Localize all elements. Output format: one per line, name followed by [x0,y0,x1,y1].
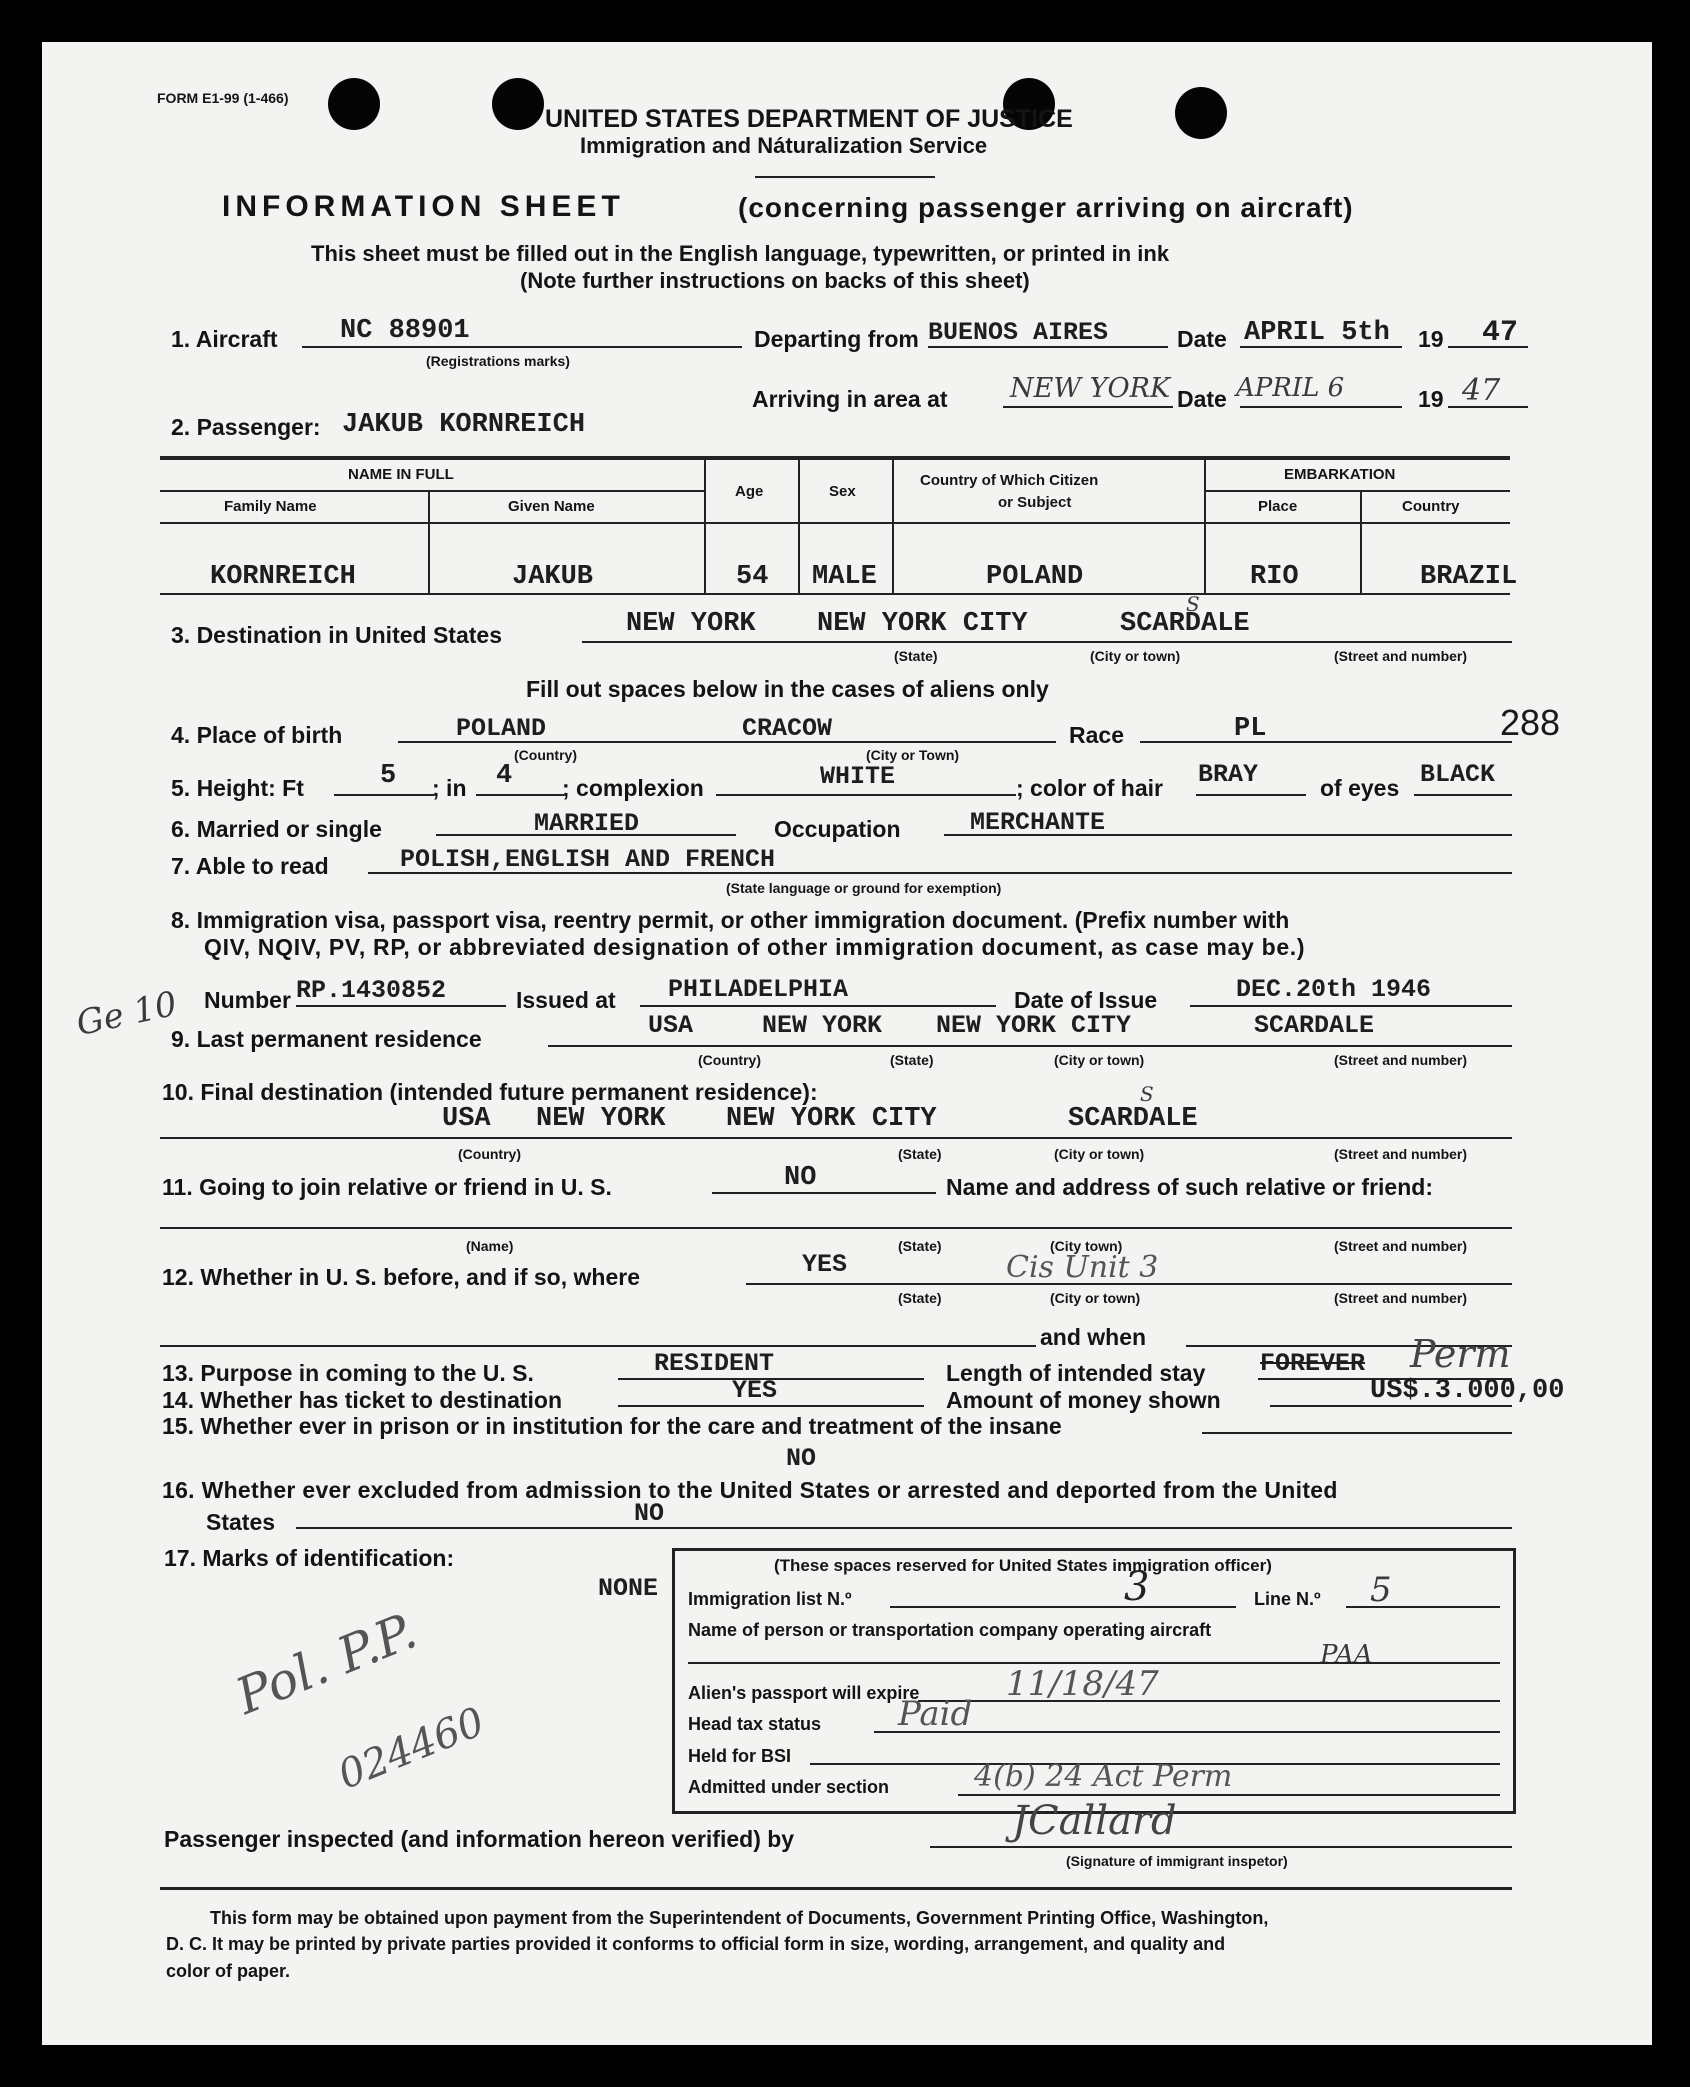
row-given-name: JAKUB [512,562,594,592]
aircraft-caption: (Registrations marks) [426,353,570,369]
married-value: MARRIED [534,809,640,838]
height-label: 5. Height: Ft [171,775,304,801]
header-rule [755,176,935,178]
row-citizen: POLAND [986,562,1084,592]
ticket-value: YES [732,1376,778,1405]
officer-box-title: (These spaces reserved for United States immigration officer) [774,1556,1272,1575]
citizen-header-sub: or Subject [998,494,1072,511]
punch-hole [1175,87,1227,139]
instruction-note: (Note further instructions on backs of this sheet) [520,268,1030,293]
issue-date-value: DEC.20th 1946 [1236,975,1432,1004]
departing-date-value: APRIL 5th [1244,318,1390,348]
join-line [712,1192,936,1194]
final-destination-cap-state: (State) [898,1146,942,1162]
margin-note: Ge 10 [72,983,181,1045]
footer-line1: This form may be obtained upon payment from the Superintendent of Documents, Government Printing Office, Washington, [210,1908,1269,1928]
table-divider [892,458,894,593]
immigration-list-value: 3 [1124,1564,1150,1610]
last-residence-city: NEW YORK CITY [936,1011,1132,1040]
table-subheader-rule-right [1206,490,1510,492]
place-header: Place [1258,498,1298,515]
table-subheader-rule-left [160,490,704,492]
passenger-value: JAKUB KORNREICH [342,410,586,440]
hair-line [1196,794,1306,796]
departing-year-value: 47 [1482,316,1519,350]
occupation-value: MERCHANTE [970,808,1106,837]
money-value: US$.3.000,00 [1370,1376,1565,1406]
last-residence-line [548,1045,1512,1047]
destination-correction: S [1186,592,1200,616]
visa-line2: QIV, NQIV, PV, RP, or abbreviated designation of other immigration document, as case may be.) [204,934,1306,960]
department-title: UNITED STATES DEPARTMENT OF JUSTICE [545,105,1073,133]
issued-label: Issued at [516,987,616,1013]
stay-note: Perm [1410,1332,1511,1376]
destination-city: NEW YORK CITY [817,609,1028,639]
final-destination-city: NEW YORK CITY [726,1104,937,1134]
marks-label: 17. Marks of identification: [164,1545,455,1571]
admitted-section-line [958,1794,1500,1796]
join-address-line [160,1227,1512,1229]
visa-number-label: Number [204,987,291,1013]
prison-line [1202,1432,1512,1434]
given-name-header: Given Name [508,498,595,515]
ticket-label: 14. Whether has ticket to destination [162,1387,563,1413]
inspector-signature: JCallard [1012,1798,1177,1844]
aircraft-value: NC 88901 [340,316,470,346]
final-destination-cap-country: (Country) [458,1146,521,1162]
table-header-rule [160,522,1510,524]
final-destination-line [160,1137,1512,1139]
race-value: PL [1234,714,1267,744]
before-cap-city: (City or town) [1050,1290,1141,1306]
join-name-label: Name and address of such relative or friend: [946,1174,1433,1200]
eyes-value: BLACK [1420,760,1496,789]
citizen-header: Country of Which Citizen [920,472,1099,489]
destination-state: NEW YORK [626,609,756,639]
last-residence-country: USA [648,1011,694,1040]
last-residence-state: NEW YORK [762,1011,883,1040]
company-value: PAA [1320,1640,1373,1670]
read-value: POLISH,ENGLISH AND FRENCH [400,845,776,874]
birth-cap-city: (City or Town) [866,747,960,763]
issued-line [640,1005,996,1007]
money-label: Amount of money shown [946,1387,1221,1413]
arriving-year-value: 47 [1462,373,1501,408]
departing-label: Departing from [754,326,919,352]
line-number-label: Line N.º [1254,1589,1321,1609]
held-bsi-label: Held for BSI [688,1746,792,1766]
page-title: INFORMATION SHEET [222,190,625,223]
excluded-line [296,1527,1512,1529]
immigration-list-label: Immigration list N.º [688,1589,852,1609]
married-label: 6. Married or single [171,816,382,842]
footer-line3: color of paper. [166,1961,291,1981]
arriving-date-line [1240,406,1402,408]
excluded-value: NO [634,1499,665,1528]
embarkation-header: EMBARKATION [1284,466,1396,483]
prison-value: NO [786,1444,817,1473]
height-ft-line [334,794,434,796]
destination-label: 3. Destination in United States [171,622,502,648]
aircraft-label: 1. Aircraft [171,326,278,352]
purpose-value: RESIDENT [654,1349,775,1378]
before-label: 12. Whether in U. S. before, and if so, where [162,1264,640,1290]
row-age: 54 [736,562,769,592]
read-label: 7. Able to read [171,853,329,879]
table-bottom-rule [160,593,1510,595]
before-when-label: and when [1040,1324,1147,1350]
before-handwritten: Cis Unit 3 [1006,1250,1159,1285]
line-number-value: 5 [1370,1570,1392,1610]
hair-value: BRAY [1198,760,1259,789]
company-label: Name of person or transportation company operating aircraft [688,1620,1212,1640]
footer-rule [160,1887,1512,1890]
height-ft: 5 [380,761,397,791]
last-residence-cap-street: (Street and number) [1334,1052,1468,1068]
join-cap-state: (State) [898,1238,942,1254]
final-destination-state: NEW YORK [536,1104,666,1134]
table-divider [1204,458,1206,593]
table-top-rule [160,456,1510,460]
arriving-label: Arriving in area at [752,386,948,412]
row-sex: MALE [812,562,877,592]
margin-number: 288 [1500,702,1561,743]
row-family-name: KORNREICH [210,562,356,592]
last-residence-cap-state: (State) [890,1052,934,1068]
stay-value: FOREVER [1260,1349,1366,1378]
height-in: 4 [496,761,513,791]
punch-hole [328,78,380,130]
final-destination-cap-city: (City or town) [1054,1146,1145,1162]
issue-date-label: Date of Issue [1014,987,1158,1013]
inspected-label: Passenger inspected (and information hereon verified) by [164,1826,795,1852]
final-destination-label: 10. Final destination (intended future permanent residence): [162,1079,818,1105]
passport-expire-value: 11/18/47 [1006,1664,1159,1704]
visa-line1: 8. Immigration visa, passport visa, reentry permit, or other immigration document. (Prefix number with [171,907,1290,933]
passenger-label: 2. Passenger: [171,414,321,440]
aircraft-line [302,346,742,348]
join-value: NO [784,1163,817,1193]
race-line [1140,741,1512,743]
eyes-label: of eyes [1320,775,1400,801]
before-value: YES [802,1250,848,1279]
ticket-line [618,1405,924,1407]
page-subtitle: (concerning passenger arriving on aircraft) [738,192,1354,223]
admitted-section-value: 4(b) 24 Act Perm [974,1759,1233,1794]
family-name-header: Family Name [224,498,317,515]
departing-year-prefix: 19 [1418,326,1444,352]
before-when-line-left [160,1345,1036,1347]
purpose-label: 13. Purpose in coming to the U. S. [162,1360,534,1386]
complexion-value: WHITE [820,762,896,791]
final-destination-correction: S [1140,1082,1154,1106]
age-header: Age [735,483,764,500]
arriving-year-prefix: 19 [1418,386,1444,412]
join-cap-street: (Street and number) [1334,1238,1468,1254]
form-number: FORM E1-99 (1-466) [157,90,289,106]
side-note-line1: Pol. P.P. [228,1601,425,1726]
destination-cap-street: (Street and number) [1334,648,1468,664]
departing-date-label: Date [1177,326,1227,352]
before-cap-street: (Street and number) [1334,1290,1468,1306]
final-destination-street: SCARDALE [1068,1104,1198,1134]
visa-number: RP.1430852 [296,976,447,1005]
punch-hole [492,78,544,130]
final-destination-country: USA [442,1104,491,1134]
destination-line [582,641,1512,643]
table-divider [798,458,800,593]
sex-header: Sex [829,483,856,500]
signature-line [930,1846,1512,1848]
visa-number-line [296,1005,506,1007]
final-destination-cap-street: (Street and number) [1334,1146,1468,1162]
passport-expire-label: Alien's passport will expire [688,1683,920,1703]
read-caption: (State language or ground for exemption) [726,880,1002,896]
excluded-line1: 16. Whether ever excluded from admission to the United States or arrested and deported from the United [162,1477,1338,1503]
complexion-label: ; complexion [562,775,704,801]
issued-value: PHILADELPHIA [668,975,849,1004]
row-embark-country: BRAZIL [1420,562,1518,592]
arriving-date-label: Date [1177,386,1227,412]
stay-label: Length of intended stay [946,1360,1206,1386]
destination-street: SCARDALE [1120,609,1250,639]
destination-cap-state: (State) [894,648,938,664]
head-tax-value: Paid [898,1694,973,1734]
birth-city: CRACOW [742,714,833,743]
admitted-section-label: Admitted under section [688,1777,890,1797]
before-cap-state: (State) [898,1290,942,1306]
destination-cap-city: (City or town) [1090,648,1181,664]
service-title: Immigration and Náturalization Service [580,133,988,158]
join-cap-name: (Name) [466,1238,514,1254]
footer-line2: D. C. It may be printed by private parties provided it conforms to official form in size, wording, arrangement, and quality and [166,1934,1226,1954]
signature-caption: (Signature of immigrant inspetor) [1066,1853,1288,1869]
instruction-line: This sheet must be filled out in the English language, typewritten, or printed in ink [311,241,1170,266]
birth-cap-country: (Country) [514,747,577,763]
height-in-label: ; in [432,775,467,801]
immigration-list-line [890,1606,1236,1608]
occupation-label: Occupation [774,816,901,842]
table-divider [428,490,430,593]
last-residence-label: 9. Last permanent residence [171,1026,482,1052]
join-cap-city: (City town) [1050,1238,1123,1254]
marks-value: NONE [598,1574,659,1603]
last-residence-cap-city: (City or town) [1054,1052,1145,1068]
arriving-date-value: APRIL 6 [1236,373,1345,403]
name-in-full-header: NAME IN FULL [348,466,454,483]
birth-label: 4. Place of birth [171,722,343,748]
race-label: Race [1069,722,1124,748]
arriving-line [1003,406,1173,408]
issue-date-line [1190,1005,1512,1007]
prison-label: 15. Whether ever in prison or in institution for the care and treatment of the insane [162,1413,1062,1439]
country-header: Country [1402,498,1460,515]
arriving-value: NEW YORK [1010,373,1171,404]
excluded-line2: States [206,1509,276,1535]
aliens-note: Fill out spaces below in the cases of aliens only [526,676,1049,702]
height-in-line [476,794,564,796]
complexion-line [716,794,1016,796]
departing-value: BUENOS AIRES [928,318,1109,347]
hair-label: ; color of hair [1016,775,1163,801]
table-divider [704,458,706,593]
head-tax-label: Head tax status [688,1714,822,1734]
join-label: 11. Going to join relative or friend in U. S. [162,1174,612,1200]
row-embark-place: RIO [1250,562,1299,592]
side-note-line2: 024460 [332,1698,491,1799]
table-divider [1360,490,1362,593]
eyes-line [1414,794,1512,796]
last-residence-street: SCARDALE [1254,1011,1375,1040]
last-residence-cap-country: (Country) [698,1052,761,1068]
birth-country: POLAND [456,714,547,743]
